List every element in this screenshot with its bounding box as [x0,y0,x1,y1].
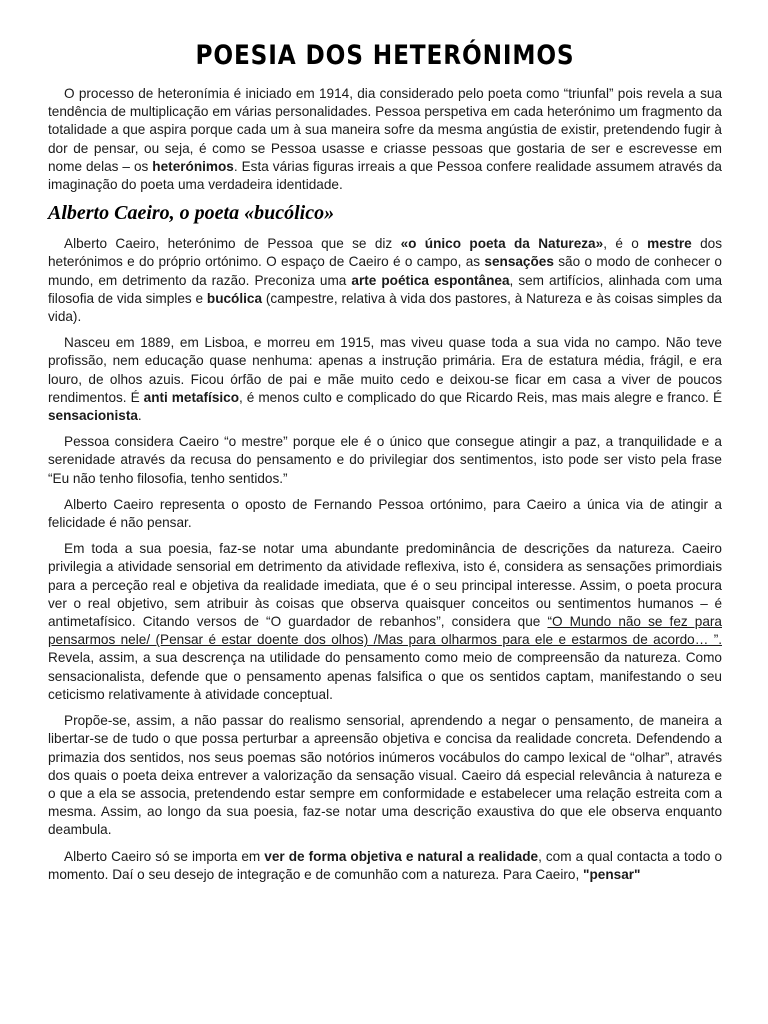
bold-term: sensações [484,254,554,270]
bold-term: «o único poeta da Natureza» [400,236,604,252]
paragraph-7 [48,848,722,884]
bold-term: arte poética espontânea [351,272,510,288]
text-run: . Esta várias figuras irreais a que Pessoa confere realidade assumem através da imaginação do poeta uma verdadeira identidade. [48,158,722,193]
text-run: , sem artifícios, alinhada com uma filosofia de vida simples e [48,272,723,306]
text-run: . [137,408,142,424]
intro-paragraph [48,85,722,194]
paragraph-2 [48,334,722,425]
text-run: Nasceu em 1889, em Lisboa, e morreu em 1915, mas viveu quase toda a sua vida no campo. Não teve profissão, nem educação quase nenhuma: apenas a instrução primária. Era de estatura média, frágil, e era louro, de olhos azuis. Ficou órfão de pai e mãe muito cedo e deixou-se ficar em casa a viver de poucos rendimentos. É [48,335,722,405]
underlined-quote: “O Mundo não se fez para pensarmos nele/ (Pensar é estar doente dos olhos) /Mas para olharmos para ele e estarmos de acordo… ”. [48,614,722,648]
bold-term: mestre [647,236,692,252]
bold-term: sensacionista [48,408,138,424]
text-run: (campestre, relativa à vida dos pastores, à Natureza e às coisas simples da vida). [48,290,722,325]
text-run: , é menos culto e complicado do que Ricardo Reis, mas mais alegre e franco. É [239,389,723,405]
page-title: POESIA DOS HETERÓNIMOS [195,40,575,71]
text-run: são o modo de conhecer o mundo, em detrimento da razão. Preconiza uma [48,254,722,288]
text-run: dos heterónimos e do próprio ortónimo. O espaço de Caeiro é o campo, as [48,236,723,270]
bold-term: bucólica [206,290,263,306]
text-run: Revela, assim, a sua descrença na utilidade do pensamento como meio de compreensão da natureza. Como sensacionalista, defende que o pensamento apenas falsifica o que os sentidos captam, manifestando o seu ceticismo relativamente à atividade conceptual. [48,650,722,702]
text-run: Em toda a sua poesia, faz-se notar uma abundante predominância de descrições da natureza. Caeiro privilegia a atividade sensorial em detrimento da atividade reflexiva, isto é, considera as sensações primordiais para a perceção real e objetiva da realidade imediata, que é o seu principal interesse. Assim, o poeta procura ver o real objetivo, sem atribuir às coisas que observa quaisquer conceitos ou sentimentos humanos – é antimetafísico. Citando versos de “O guardador de rebanhos”, considera que [48,541,722,630]
paragraph-6: Propõe-se, assim, a não passar do realismo sensorial, aprendendo a negar o pensamento, de maneira a libertar-se de tudo o que possa perturbar a apreensão objetiva e concisa da realidade concreta. Defendendo a primazia dos sentidos, nos seus poemas são notórios inúmeros vocábulos do campo lexical de “olhar”, através dos quais o poeta deixa entrever a valorização da sensação visual. Caeiro dá especial relevância à natureza e o que a ela se associa, pretendendo estar sempre em conformidade e estabelecer uma relação estreita com a mesma. Assim, ao longo da sua poesia, faz-se notar uma descrição exaustiva do que ele observa enquanto deambula. [48,713,722,838]
bold-term: heterónimos [152,158,234,174]
paragraph-5 [48,540,722,704]
bold-term: ver de forma objetiva e natural a realidade [264,848,539,864]
text-run: , é o [603,236,648,252]
paragraph-1 [48,235,722,326]
text-run: O processo de heteronímia é iniciado em 1914, dia considerado pelo poeta como “triunfal” pois revela a sua tendência de multiplicação em várias personalidades. Pessoa perspetiva em cada heterónimo um fragmento da totalidade a que aspira porque cada um à sua maneira sofre da mesma angústia de existir, pretendendo fugir à dor de pensar, ou seja, é como se Pessoa usasse e criasse pessoas que gostaria de ser e escrevesse em nome delas – os [48,86,722,174]
bold-term: "pensar" [583,866,641,882]
document-page [48,40,722,892]
section-heading: Alberto Caeiro, o poeta «bucólico» [48,202,335,225]
paragraph-4: Alberto Caeiro representa o oposto de Fernando Pessoa ortónimo, para Caeiro a única via de atingir a felicidade é não pensar. [48,496,722,531]
text-run: Alberto Caeiro, heterónimo de Pessoa que se diz [64,236,401,252]
paragraph-3: Pessoa considera Caeiro “o mestre” porque ele é o único que consegue atingir a paz, a tranquilidade e a serenidade através da recusa do pensamento e do privilegiar dos sentimentos, isto pode ser visto pela frase “Eu não tenho filosofia, tenho sentidos.” [48,434,722,486]
bold-term: anti metafísico [143,389,240,405]
text-run: Alberto Caeiro só se importa em [64,848,265,864]
text-run: , com a qual contacta a todo o momento. Daí o seu desejo de integração e de comunhão com a natureza. Para Caeiro, [48,848,722,882]
